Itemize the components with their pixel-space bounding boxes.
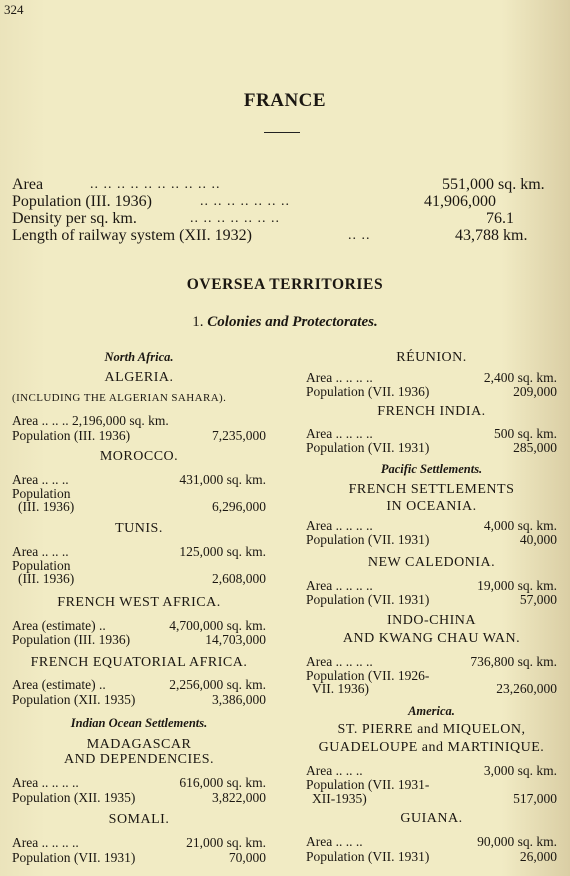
territory-name-line2: IN OCEANIA. — [386, 499, 477, 514]
area-row — [12, 544, 266, 559]
territory-name: ALGERIA. — [104, 370, 174, 385]
area-value: 2,256,000 sq. km. — [169, 677, 266, 692]
population-value: 57,000 — [519, 592, 557, 607]
population-row — [12, 632, 266, 647]
leader-dots: .. .. .. .. .. .. .. .. .. .. — [90, 177, 221, 192]
population-row — [306, 532, 557, 547]
territory-name: INDO-CHINA — [387, 613, 476, 628]
area-label: Area .. .. .. — [306, 834, 363, 849]
area-row — [306, 834, 557, 849]
population-label: Population (III. 1936) — [12, 632, 131, 647]
stat-value: 76.1 — [486, 210, 514, 227]
population-row — [306, 440, 557, 455]
area-label: Area .. .. .. .. — [12, 835, 79, 850]
population-label-row — [306, 777, 557, 792]
territory-name: MADAGASCAR — [86, 737, 192, 752]
subtitle-text: Colonies and Protectorates. — [207, 314, 378, 330]
area-row — [306, 763, 557, 778]
population-row — [12, 499, 266, 514]
population-value: 3,386,000 — [212, 692, 266, 707]
territory-name: TUNIS. — [115, 521, 163, 536]
area-row — [306, 426, 557, 441]
stat-value: 551,000 sq. km. — [442, 176, 545, 193]
leader-dots: .. .. .. .. .. .. .. — [190, 211, 280, 226]
area-row — [12, 472, 266, 487]
area-label: Area .. .. .. .. — [306, 578, 373, 593]
territory-name: NEW CALEDONIA. — [367, 555, 496, 570]
area-label: Area .. .. .. .. — [12, 775, 79, 790]
population-row — [12, 692, 266, 707]
area-row — [12, 413, 266, 428]
page-title: FRANCE — [243, 90, 327, 111]
population-row — [306, 791, 557, 806]
area-value: 431,000 sq. km. — [179, 472, 266, 487]
area-value: 3,000 sq. km. — [483, 763, 557, 778]
area-row — [12, 775, 266, 790]
area-row — [306, 578, 557, 593]
population-label: Population — [12, 558, 71, 573]
area-value: 500 sq. km. — [493, 426, 557, 441]
population-date: XII-1935) — [312, 791, 367, 806]
subtitle-number: 1. — [192, 314, 204, 330]
stat-value: 43,788 km. — [455, 227, 528, 244]
area-label: Area .. .. .. — [12, 472, 69, 487]
area-label: Area .. .. .. .. — [306, 518, 373, 533]
region-heading: North Africa. — [104, 350, 174, 364]
title-rule — [264, 132, 300, 133]
population-value: 285,000 — [513, 440, 557, 455]
leader-dots: .. .. .. .. .. .. .. — [200, 194, 290, 209]
area-row — [306, 654, 557, 669]
population-row — [306, 384, 557, 399]
population-row — [306, 849, 557, 864]
page-number: 324 — [4, 2, 24, 17]
region-heading: America. — [408, 704, 455, 718]
population-value: 2,608,000 — [212, 571, 266, 586]
population-value: 7,235,000 — [212, 428, 266, 443]
territory-name: FRENCH WEST AFRICA. — [57, 595, 221, 610]
territory-name-line2: AND KWANG CHAU WAN. — [342, 631, 521, 646]
area-label: Area .. .. .. 2,196,000 sq. km. — [12, 413, 169, 428]
population-row — [12, 428, 266, 443]
stat-label: Density per sq. km. — [12, 210, 137, 227]
population-value: 6,296,000 — [212, 499, 266, 514]
population-value: 517,000 — [513, 791, 557, 806]
area-value: 736,800 sq. km. — [470, 654, 557, 669]
area-row — [12, 618, 266, 633]
stat-row-population — [12, 193, 557, 210]
area-row — [12, 835, 266, 850]
area-value: 125,000 sq. km. — [179, 544, 266, 559]
population-label: Population (VII. 1936) — [306, 384, 430, 399]
area-row — [306, 370, 557, 385]
population-row — [12, 571, 266, 586]
population-value: 209,000 — [513, 384, 557, 399]
population-row — [12, 850, 266, 865]
population-label: Population (VII. 1931) — [306, 440, 430, 455]
population-row — [12, 790, 266, 805]
population-row — [306, 681, 557, 696]
area-label: Area (estimate) .. — [12, 677, 106, 692]
leader-dots: .. .. — [348, 228, 371, 243]
area-label: Area (estimate) .. — [12, 618, 106, 633]
population-label: Population (VII. 1931) — [12, 850, 136, 865]
area-row — [306, 518, 557, 533]
area-value: 616,000 sq. km. — [179, 775, 266, 790]
territory-name: GUIANA. — [400, 811, 463, 826]
region-heading: Pacific Settlements. — [380, 462, 483, 476]
area-value: 2,400 sq. km. — [483, 370, 557, 385]
territory-note: (INCLUDING THE ALGERIAN SAHARA). — [12, 392, 227, 404]
population-label: Population (VII. 1931) — [306, 849, 430, 864]
territory-name: RÉUNION. — [396, 350, 467, 365]
region-heading: Indian Ocean Settlements. — [70, 716, 208, 730]
territory-name: MOROCCO. — [99, 449, 179, 464]
area-label: Area .. .. .. — [306, 763, 363, 778]
stat-label: Length of railway system (XII. 1932) — [12, 227, 252, 244]
population-value: 14,703,000 — [205, 632, 266, 647]
population-date: (III. 1936) — [18, 571, 75, 586]
territory-name: FRENCH SETTLEMENTS — [348, 482, 515, 497]
population-label: Population — [12, 486, 71, 501]
population-label: Population (VII. 1926- — [306, 668, 430, 683]
area-value: 4,000 sq. km. — [483, 518, 557, 533]
territory-name-line2: GUADELOUPE and MARTINIQUE. — [318, 740, 545, 755]
territory-name: FRENCH EQUATORIAL AFRICA. — [30, 655, 248, 670]
section-subtitle — [0, 314, 570, 331]
territory-name: FRENCH INDIA. — [377, 404, 486, 419]
area-label: Area .. .. .. .. — [306, 654, 373, 669]
territory-name: SOMALI. — [108, 812, 170, 827]
stat-row-density — [12, 210, 557, 227]
stat-value: 41,906,000 — [424, 193, 496, 210]
area-row — [12, 677, 266, 692]
population-label: Population (XII. 1935) — [12, 790, 136, 805]
population-value: 70,000 — [228, 850, 266, 865]
population-date: VII. 1936) — [312, 681, 369, 696]
population-label: Population (XII. 1935) — [12, 692, 136, 707]
population-row — [306, 592, 557, 607]
population-value: 23,260,000 — [496, 681, 557, 696]
area-label: Area .. .. .. .. — [306, 426, 373, 441]
territory-name: ST. PIERRE and MIQUELON, — [337, 722, 526, 737]
area-value: 4,700,000 sq. km. — [169, 618, 266, 633]
stat-row-railway — [12, 227, 557, 244]
population-label: Population (III. 1936) — [12, 428, 131, 443]
population-label: Population (VII. 1931- — [306, 777, 430, 792]
area-label: Area .. .. .. .. — [306, 370, 373, 385]
population-label: Population (VII. 1931) — [306, 592, 430, 607]
population-value: 3,822,000 — [212, 790, 266, 805]
stat-label: Area — [12, 176, 44, 193]
area-value: 90,000 sq. km. — [477, 834, 557, 849]
area-label: Area .. .. .. — [12, 544, 69, 559]
population-value: 26,000 — [519, 849, 557, 864]
stat-label: Population (III. 1936) — [12, 193, 152, 210]
area-value: 19,000 sq. km. — [477, 578, 557, 593]
area-value: 21,000 sq. km. — [186, 835, 266, 850]
population-value: 40,000 — [519, 532, 557, 547]
stat-row-area — [12, 176, 557, 193]
population-label: Population (VII. 1931) — [306, 532, 430, 547]
territory-name-line2: AND DEPENDENCIES. — [63, 752, 215, 767]
population-date: (III. 1936) — [18, 499, 75, 514]
section-title: OVERSEA TERRITORIES — [186, 276, 384, 293]
